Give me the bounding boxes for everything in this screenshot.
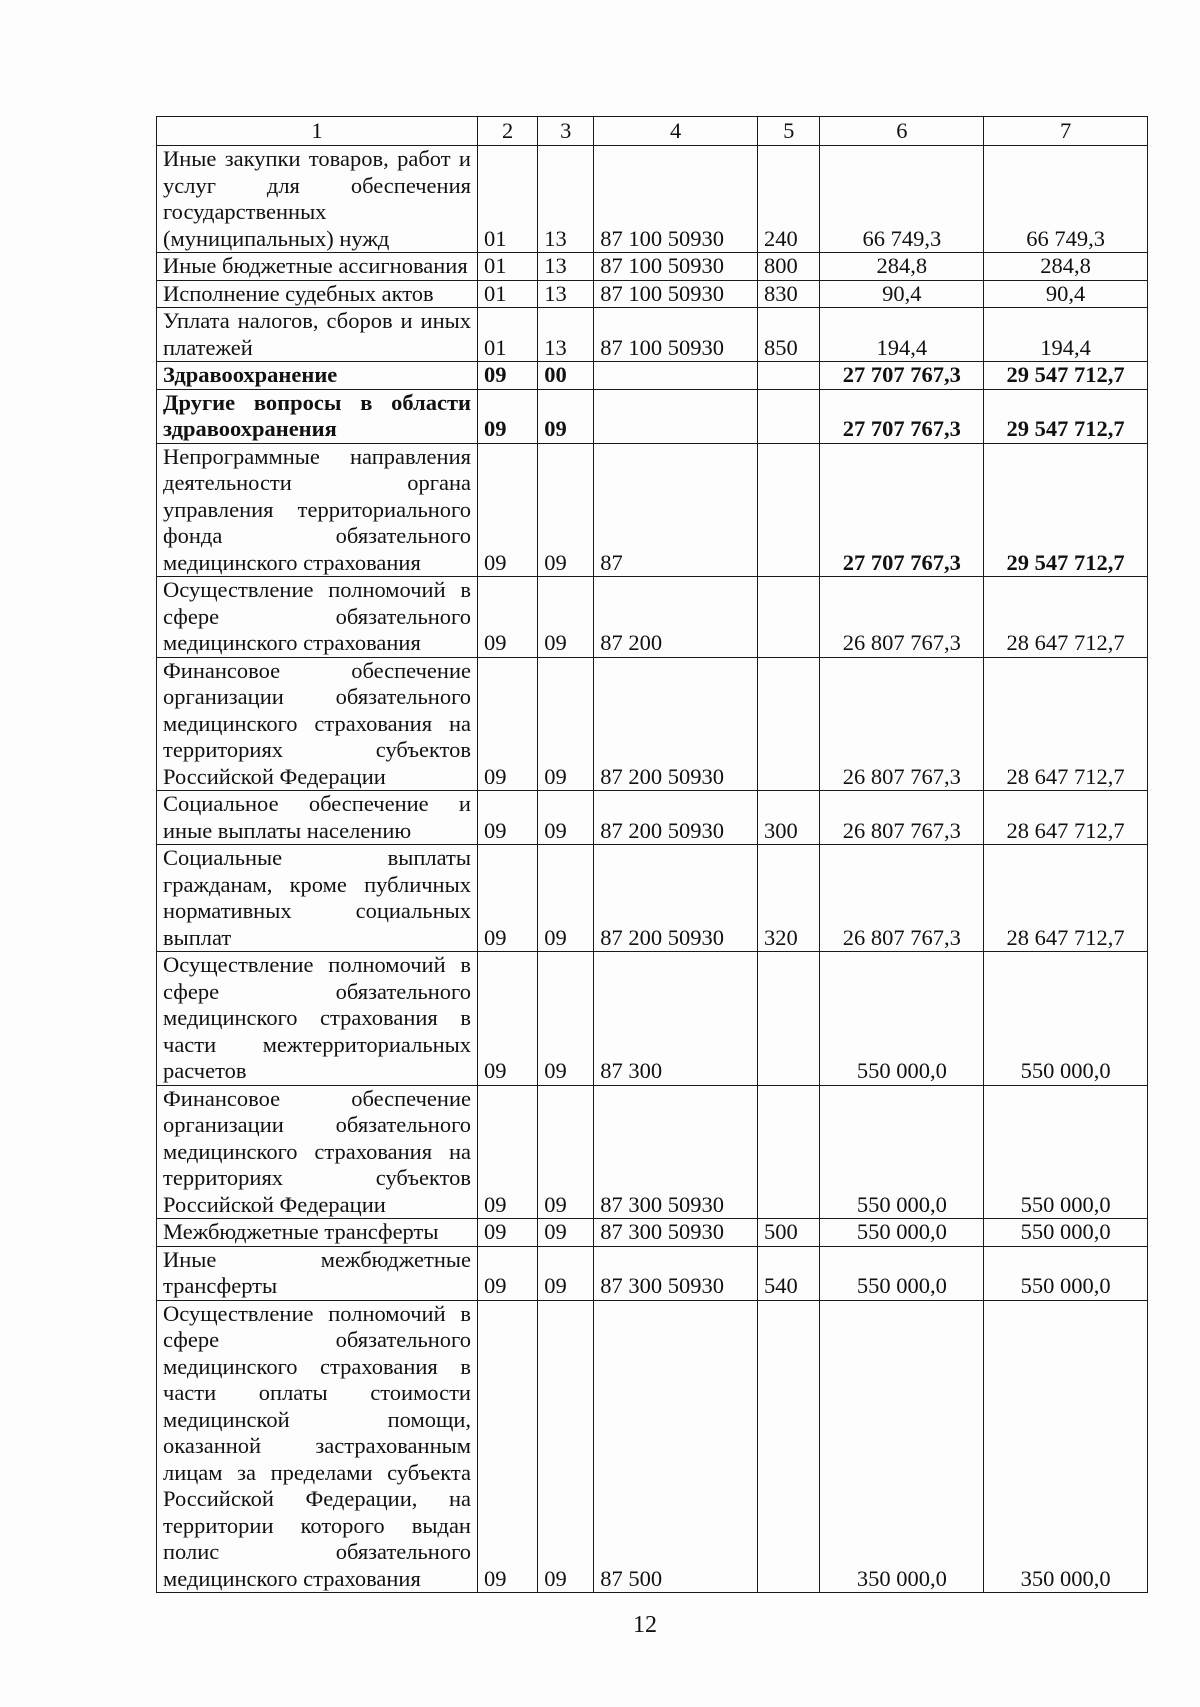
header-cell: 4 [594,117,758,146]
amount-year-1-cell: 26 807 767,3 [820,845,984,952]
header-cell: 5 [758,117,820,146]
row-name-cell: Непрограммные направления деятельности органа управления территориального фонда обязательного медицинского страхования [157,443,478,577]
section-code-cell: 09 [477,791,537,845]
target-article-cell: 87 100 50930 [594,280,758,308]
amount-year-2-cell: 28 647 712,7 [984,577,1148,658]
amount-year-1-cell: 550 000,0 [820,1246,984,1300]
table-row [157,443,1148,577]
amount-year-2-cell: 28 647 712,7 [984,657,1148,791]
budget-table [156,116,1148,1593]
subsection-code-cell: 09 [538,389,594,443]
amount-year-2-cell: 550 000,0 [984,1085,1148,1219]
section-code-cell: 09 [477,443,537,577]
target-article-cell: 87 200 50930 [594,657,758,791]
section-code-cell: 09 [477,1300,537,1593]
subsection-code-cell: 09 [538,1300,594,1593]
row-name-cell: Иные закупки товаров, работ и услуг для обеспечения государственных (муниципальных) нужд [157,146,478,253]
table-row [157,952,1148,1086]
table-row [157,362,1148,390]
subsection-code-cell: 00 [538,362,594,390]
target-article-cell: 87 [594,443,758,577]
amount-year-1-cell: 66 749,3 [820,146,984,253]
subsection-code-cell: 13 [538,253,594,281]
expense-type-cell: 830 [758,280,820,308]
subsection-code-cell: 09 [538,443,594,577]
amount-year-2-cell: 550 000,0 [984,952,1148,1086]
subsection-code-cell: 09 [538,657,594,791]
header-cell: 1 [157,117,478,146]
amount-year-2-cell: 66 749,3 [984,146,1148,253]
expense-type-cell [758,1085,820,1219]
section-code-cell: 09 [477,389,537,443]
header-cell: 6 [820,117,984,146]
amount-year-1-cell: 26 807 767,3 [820,577,984,658]
expense-type-cell [758,389,820,443]
amount-year-2-cell: 28 647 712,7 [984,845,1148,952]
amount-year-2-cell: 284,8 [984,253,1148,281]
amount-year-1-cell: 26 807 767,3 [820,657,984,791]
section-code-cell: 09 [477,577,537,658]
target-article-cell: 87 300 50930 [594,1085,758,1219]
target-article-cell: 87 200 50930 [594,791,758,845]
table-row [157,308,1148,362]
amount-year-2-cell: 90,4 [984,280,1148,308]
amount-year-1-cell: 27 707 767,3 [820,362,984,390]
target-article-cell: 87 300 [594,952,758,1086]
row-name-cell: Финансовое обеспечение организации обязательного медицинского страхования на территориях субъектов Российской Федерации [157,657,478,791]
target-article-cell: 87 200 [594,577,758,658]
amount-year-1-cell: 350 000,0 [820,1300,984,1593]
subsection-code-cell: 09 [538,1246,594,1300]
table-row [157,389,1148,443]
target-article-cell [594,362,758,390]
target-article-cell: 87 300 50930 [594,1246,758,1300]
expense-type-cell [758,657,820,791]
header-cell: 2 [477,117,537,146]
table-row [157,1085,1148,1219]
table-header-row [157,117,1148,146]
row-name-cell: Иные бюджетные ассигнования [157,253,478,281]
amount-year-1-cell: 550 000,0 [820,1085,984,1219]
subsection-code-cell: 09 [538,1219,594,1247]
row-name-cell: Осуществление полномочий в сфере обязательного медицинского страхования [157,577,478,658]
subsection-code-cell: 09 [538,952,594,1086]
amount-year-1-cell: 550 000,0 [820,952,984,1086]
table-row [157,280,1148,308]
section-code-cell: 01 [477,146,537,253]
amount-year-1-cell: 284,8 [820,253,984,281]
section-code-cell: 09 [477,952,537,1086]
amount-year-1-cell: 27 707 767,3 [820,389,984,443]
page-number: 12 [633,1612,657,1638]
expense-type-cell: 240 [758,146,820,253]
row-name-cell: Финансовое обеспечение организации обязательного медицинского страхования на территориях субъектов Российской Федерации [157,1085,478,1219]
subsection-code-cell: 13 [538,280,594,308]
section-code-cell: 09 [477,1085,537,1219]
amount-year-1-cell: 26 807 767,3 [820,791,984,845]
section-code-cell: 01 [477,253,537,281]
section-code-cell: 01 [477,308,537,362]
expense-type-cell [758,443,820,577]
section-code-cell: 01 [477,280,537,308]
amount-year-2-cell: 28 647 712,7 [984,791,1148,845]
expense-type-cell [758,577,820,658]
table-row [157,146,1148,253]
table-row [157,1219,1148,1247]
subsection-code-cell: 09 [538,577,594,658]
target-article-cell: 87 200 50930 [594,845,758,952]
expense-type-cell [758,1300,820,1593]
row-name-cell: Осуществление полномочий в сфере обязательного медицинского страхования в части межтерриториальных расчетов [157,952,478,1086]
row-name-cell: Иные межбюджетные трансферты [157,1246,478,1300]
row-name-cell: Другие вопросы в области здравоохранения [157,389,478,443]
amount-year-2-cell: 550 000,0 [984,1219,1148,1247]
amount-year-2-cell: 194,4 [984,308,1148,362]
expense-type-cell: 800 [758,253,820,281]
expense-type-cell: 320 [758,845,820,952]
row-name-cell: Межбюджетные трансферты [157,1219,478,1247]
row-name-cell: Социальное обеспечение и иные выплаты населению [157,791,478,845]
amount-year-2-cell: 29 547 712,7 [984,443,1148,577]
section-code-cell: 09 [477,845,537,952]
row-name-cell: Осуществление полномочий в сфере обязательного медицинского страхования в части оплаты стоимости медицинской помощи, оказанной застрахованным лицам за пределами субъекта Российской Федерации, на территории которого выдан полис обязательного медицинского страхования [157,1300,478,1593]
section-code-cell: 09 [477,1246,537,1300]
table-row [157,791,1148,845]
amount-year-2-cell: 29 547 712,7 [984,389,1148,443]
row-name-cell: Исполнение судебных актов [157,280,478,308]
table-row [157,1246,1148,1300]
expense-type-cell [758,952,820,1086]
table-row [157,253,1148,281]
subsection-code-cell: 09 [538,1085,594,1219]
table-row [157,657,1148,791]
amount-year-1-cell: 90,4 [820,280,984,308]
section-code-cell: 09 [477,1219,537,1247]
expense-type-cell: 850 [758,308,820,362]
subsection-code-cell: 09 [538,791,594,845]
header-cell: 7 [984,117,1148,146]
subsection-code-cell: 09 [538,845,594,952]
row-name-cell: Уплата налогов, сборов и иных платежей [157,308,478,362]
table-body [157,117,1148,1593]
expense-type-cell: 500 [758,1219,820,1247]
table-row [157,845,1148,952]
amount-year-1-cell: 27 707 767,3 [820,443,984,577]
target-article-cell: 87 300 50930 [594,1219,758,1247]
expense-type-cell: 540 [758,1246,820,1300]
header-cell: 3 [538,117,594,146]
amount-year-2-cell: 350 000,0 [984,1300,1148,1593]
section-code-cell: 09 [477,362,537,390]
section-code-cell: 09 [477,657,537,791]
amount-year-2-cell: 550 000,0 [984,1246,1148,1300]
table-row [157,1300,1148,1593]
row-name-cell: Социальные выплаты гражданам, кроме публичных нормативных социальных выплат [157,845,478,952]
subsection-code-cell: 13 [538,308,594,362]
row-name-cell: Здравоохранение [157,362,478,390]
amount-year-2-cell: 29 547 712,7 [984,362,1148,390]
amount-year-1-cell: 550 000,0 [820,1219,984,1247]
subsection-code-cell: 13 [538,146,594,253]
expense-type-cell [758,362,820,390]
expense-type-cell: 300 [758,791,820,845]
table-row [157,577,1148,658]
target-article-cell: 87 100 50930 [594,253,758,281]
target-article-cell: 87 100 50930 [594,308,758,362]
target-article-cell: 87 100 50930 [594,146,758,253]
target-article-cell [594,389,758,443]
target-article-cell: 87 500 [594,1300,758,1593]
amount-year-1-cell: 194,4 [820,308,984,362]
